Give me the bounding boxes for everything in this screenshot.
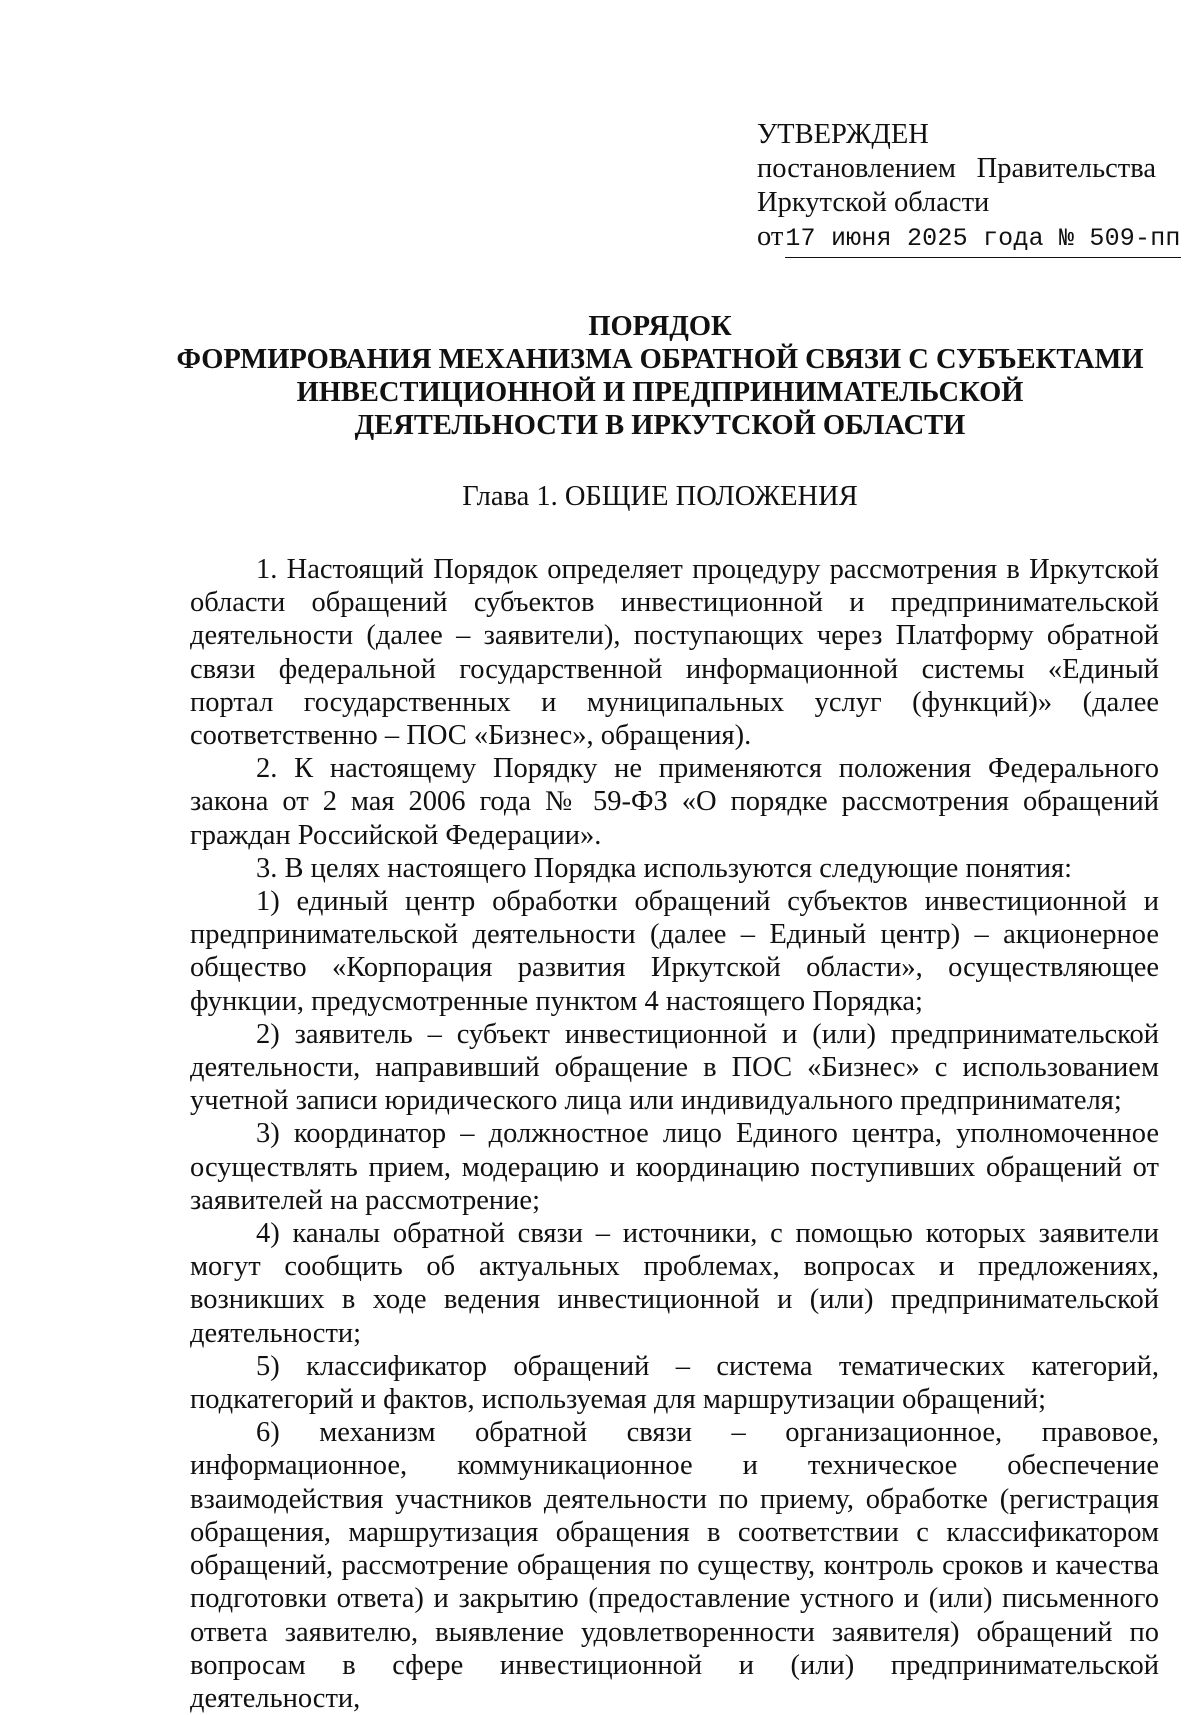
approval-region: Иркутской области [757,187,990,218]
definition-6: 6) механизм обратной связи – организационное, правовое, информационное, коммуникационное и техническое обеспечение взаимодействия участников деятельности по приему, обработке (регистрация обращения, маршрутизация обращения в соответствии с классификатором обращений, рассмотрение обращения по существу, контроль сроков и качества подготовки ответа) и закрытию (предоставление устного и (или) письменного ответа заявителю, выявление удовлетворенности заявителя) обращений по вопросам в сфере инвестиционной и (или) предпринимательской деятельности, [190,1417,1159,1714]
title-line-2: ФОРМИРОВАНИЯ МЕХАНИЗМА ОБРАТНОЙ СВЯЗИ С СУБЪЕКТАМИ [176,344,1144,375]
approval-authority-right: Правительства [976,153,1156,184]
title-line-1: ПОРЯДОК [588,311,732,342]
paragraph-1: 1. Настоящий Порядок определяет процедуру рассмотрения в Иркутской области обращений субъектов инвестиционной и предпринимательской деятельности (далее – заявители), поступающих через Платформу обратной связи федеральной государственной информационной системы «Единый портал государственных и муниципальных услуг (функций)» (далее соответственно – ПОС «Бизнес», обращения). [190,554,1159,752]
definition-5: 5) классификатор обращений – система тематических категорий, подкатегорий и фактов, используемая для маршрутизации обращений; [190,1350,1159,1416]
title-line-3: ИНВЕСТИЦИОННОЙ И ПРЕДПРИНИМАТЕЛЬСКОЙ [296,377,1024,408]
approval-date-value: 17 июня 2025 года № 509-пп [785,222,1180,258]
definition-2: 2) заявитель – субъект инвестиционной и (или) предпринимательской деятельности, направивший обращение в ПОС «Бизнес» с использованием учетной записи юридического лица или индивидуального предпринимателя; [190,1018,1159,1117]
approval-date-line [757,220,1181,258]
approval-status: УТВЕРЖДЕН [757,119,929,150]
document-title [160,310,1160,442]
definition-4: 4) каналы обратной связи – источники, с помощью которых заявители могут сообщить об актуальных проблемах, вопросах и предложениях, возникших в ходе ведения инвестиционной и (или) предпринимательской деятельности; [190,1218,1159,1349]
definition-3: 3) координатор – должностное лицо Единого центра, уполномоченное осуществлять прием, модерацию и координацию поступивших обращений от заявителей на рассмотрение; [190,1118,1159,1216]
approval-block [757,118,1181,258]
approval-authority-line [757,152,1156,186]
approval-authority-left: постановлением [757,153,956,184]
definition-1: 1) единый центр обработки обращений субъектов инвестиционной и предпринимательской деятельности (далее – Единый центр) – акционерное общество «Корпорация развития Иркутской области», осуществляющее функции, предусмотренные пунктом 4 настоящего Порядка; [190,886,1159,1017]
document-body [190,553,1159,1715]
approval-date-prefix: от [757,221,784,252]
chapter-heading: Глава 1. ОБЩИЕ ПОЛОЖЕНИЯ [462,481,858,512]
paragraph-2: 2. К настоящему Порядку не применяются положения Федерального закона от 2 мая 2006 года № 59-ФЗ «О порядке рассмотрения обращений граждан Российской Федерации». [190,753,1159,851]
title-line-4: ДЕЯТЕЛЬНОСТИ В ИРКУТСКОЙ ОБЛАСТИ [354,410,966,441]
paragraph-3: 3. В целях настоящего Порядка используются следующие понятия: [256,852,1073,884]
